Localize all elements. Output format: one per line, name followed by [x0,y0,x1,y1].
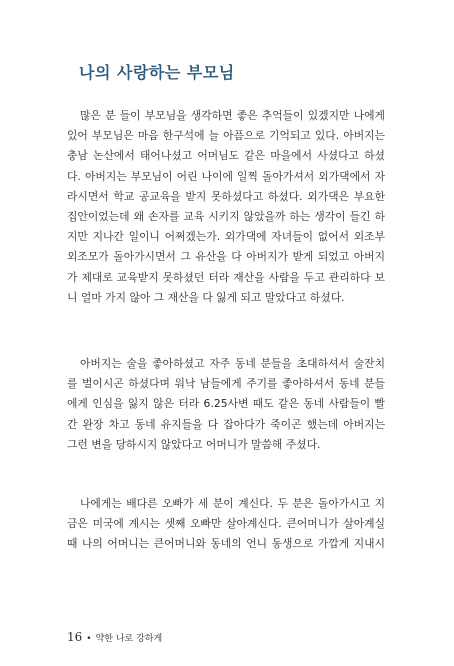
text-line: 충남 논산에서 태어나셨고 어머님도 같은 마을에서 사셨다고 하셨 [67,149,385,163]
chapter-title: 나의 사랑하는 부모님 [79,63,235,82]
paragraph-1 [67,106,385,308]
text-line: 를 벌이시곤 하셨다며 워낙 남들에게 주기를 좋아하셔서 동네 분들 [67,377,385,391]
text-line: 외조모가 돌아가시면서 그 유산을 다 아버지가 받게 되었고 아버지 [67,250,385,264]
text-line: 지만 지나간 일이니 어쩌겠는가. 외가댁에 자녀들이 없어서 외조부 [67,230,385,244]
page-footer [67,630,162,644]
text-line: 니 얼마 가지 않아 그 재산을 다 잃게 되고 말았다고 하셨다. [67,290,345,304]
footer-separator: • [86,634,92,644]
text-line: 라시면서 학교 공교육을 받지 못하셨다고 하셨다. 외가댁은 부요한 [67,189,385,203]
text-line: 있어 부모님은 마음 한구석에 늘 아픔으로 기억되고 있다. 아버지는 [67,129,385,143]
paragraph-2 [67,354,385,455]
page-number: 16 [67,630,83,644]
text-line: 가 제대로 교육받지 못하셨던 터라 재산을 사람을 두고 관리하다 보 [67,270,385,284]
text-line: 아버지는 술을 좋아하셨고 자주 동네 분들을 초대하셔서 술잔치 [80,357,385,370]
text-line: 간 완장 차고 동네 유지들을 다 잡아다가 죽이곤 했는데 아버지는 [67,417,385,431]
text-line: 많은 분 들이 부모님을 생각하면 좋은 추억들이 있겠지만 나에게 [80,109,385,122]
text-line: 때 나의 어머니는 큰어머니와 동네의 언니 동생으로 가깝게 지내시 [67,537,385,551]
text-line: 에게 인심을 잃지 않은 터라 6.25사변 때도 같은 동네 사람들이 빨 [67,397,385,411]
text-line: 다. 아버지는 부모님이 어린 나이에 일찍 돌아가셔서 외가댁에서 자 [67,169,385,183]
text-line: 나에게는 배다른 오빠가 세 분이 계신다. 두 분은 돌아가시고 지 [80,497,385,510]
text-line: 집안이었는데 왜 손자를 교육 시키지 않았을까 하는 생각이 들긴 하 [67,209,385,223]
book-title: 약한 나로 강하게 [95,634,163,644]
text-line: 금은 미국에 계시는 셋째 오빠만 살아계신다. 큰어머니가 살아계실 [67,517,385,531]
text-line: 그런 변을 당하시지 않았다고 어머니가 말씀해 주셨다. [67,437,321,451]
paragraph-3 [67,494,385,555]
